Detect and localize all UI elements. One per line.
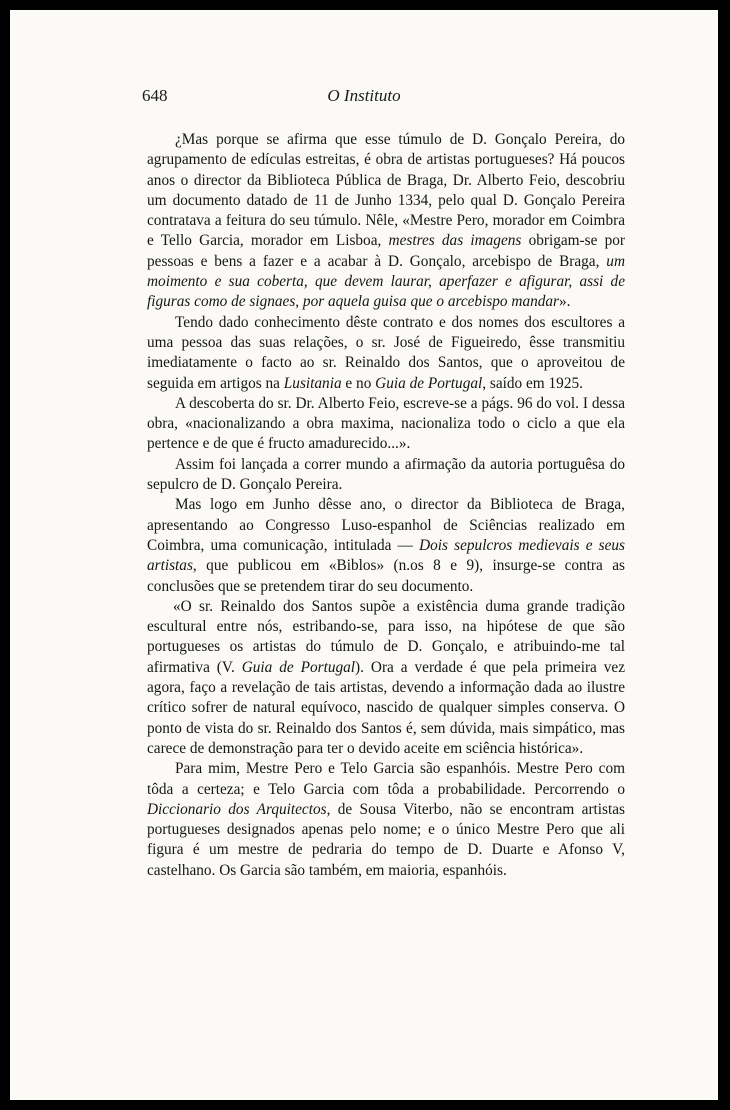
text-run: Para mim, Mestre Pero e Telo Garcia são espanhóis. Mestre Pero com tôda a certeza; e Telo Garcia com tôda a probabilidade. Percorrendo o bbox=[147, 760, 625, 798]
text-run: Mas logo em Junho dêsse ano, o director da Biblioteca de Braga, apresentando ao Congresso Luso-espanhol de Sciências realizado em Coimbra, uma comunicação, intitulada — bbox=[147, 496, 625, 554]
paragraph-6-quote bbox=[147, 597, 625, 759]
text-run: , saído em 1925. bbox=[482, 374, 583, 392]
page-header bbox=[10, 86, 718, 110]
paragraph-4 bbox=[147, 455, 625, 496]
text-run: ¿Mas porque se afirma que esse túmulo de D. Gonçalo Pereira, do agrupamento de edículas estreitas, é obra de artistas portugueses? Há poucos anos o director da Biblioteca Pública de Braga, Dr. Alberto Feio, descobriu um documento datado de 11 de Junho 1334, pelo qual D. Gonçalo Pereira contratava a feitura do seu túmulo. Nêle, «Mestre Pero, morador em Coimbra e Tello Garcia, morador em Lisboa, bbox=[147, 131, 625, 250]
book-page bbox=[10, 10, 718, 1100]
paragraph-2 bbox=[147, 313, 625, 394]
italic-run: Guia de Portugal bbox=[375, 374, 483, 392]
page-number: 648 bbox=[142, 86, 168, 105]
text-run: e no bbox=[341, 374, 376, 392]
text-run: «O sr. Reinaldo dos Santos supõe a existência duma grande tradição escultural entre nós, estribando-se, para isso, na hipótese de que são portugueses os artistas do túmulo de D. Gonçalo, e atribuindo-me tal afirmativa (V. bbox=[147, 597, 625, 676]
italic-run: mestres das imagens bbox=[388, 232, 522, 250]
italic-run: Diccionario dos Arquitectos bbox=[147, 800, 327, 818]
text-run: , de Sousa Viterbo, não se encontram artistas portugueses designados apenas pelo nome; e o único Mestre Pero que ali figura é um mestre de pedraria do tempo de D. Duarte e Afonso V, castelhano. Os Garcia são também, em maioria, espanhóis. bbox=[147, 800, 625, 879]
italic-run: Lusitania bbox=[283, 374, 342, 392]
paragraph-1 bbox=[147, 130, 625, 313]
italic-run: Dois sepulcros medievais e seus artistas bbox=[147, 536, 625, 575]
text-run: , que publicou em «Biblos» (n.os 8 e 9), insurge-se contra as conclusões que se pretendem tirar do seu documento. bbox=[147, 557, 625, 595]
paragraph-3 bbox=[147, 394, 625, 455]
text-run: ». bbox=[559, 293, 571, 311]
text-run: ). Ora a verdade é que pela primeira vez agora, faço a revelação de tais artistas, devendo a informação dada ao ilustre crítico sofrer de natural equívoco, nascido de qualquer simples conserva. O ponto de vista do sr. Reinaldo dos Santos é, sem dúvida, mais simpático, mas carece de demonstração para ter o devido aceite em sciência histórica». bbox=[147, 658, 625, 757]
text-run: Tendo dado conhecimento dêste contrato e dos nomes dos escultores a uma pessoa das suas relações, o sr. José de Figueiredo, êsse transmitiu imediatamente o facto ao sr. Reinaldo dos Santos, que o aproveitou de seguida em artigos na bbox=[147, 313, 625, 392]
italic-run: um moimento e sua coberta, que devem laurar, aperfazer e afigurar, assi de figuras como de signaes, por aquela guisa que o arcebispo mandar bbox=[147, 252, 625, 311]
text-run: obrigam-se por pessoas e bens a fazer e a acabar à D. Gonçalo, arcebispo de Braga, bbox=[147, 232, 625, 270]
body-text bbox=[147, 130, 625, 881]
paragraph-7 bbox=[147, 759, 625, 881]
text-run: Assim foi lançada a correr mundo a afirmação da autoria portuguêsa do sepulcro de D. Gonçalo Pereira. bbox=[147, 455, 625, 494]
italic-run: Guia de Portugal bbox=[241, 658, 356, 676]
paragraph-5 bbox=[147, 495, 625, 596]
running-title: O Instituto bbox=[327, 86, 401, 105]
text-run: A descoberta do sr. Dr. Alberto Feio, escreve-se a págs. 96 do vol. I dessa obra, «nacionalizando a obra maxima, nacionaliza todo o ciclo a que ela pertence e de que é fructo amadurecido...». bbox=[147, 394, 625, 453]
